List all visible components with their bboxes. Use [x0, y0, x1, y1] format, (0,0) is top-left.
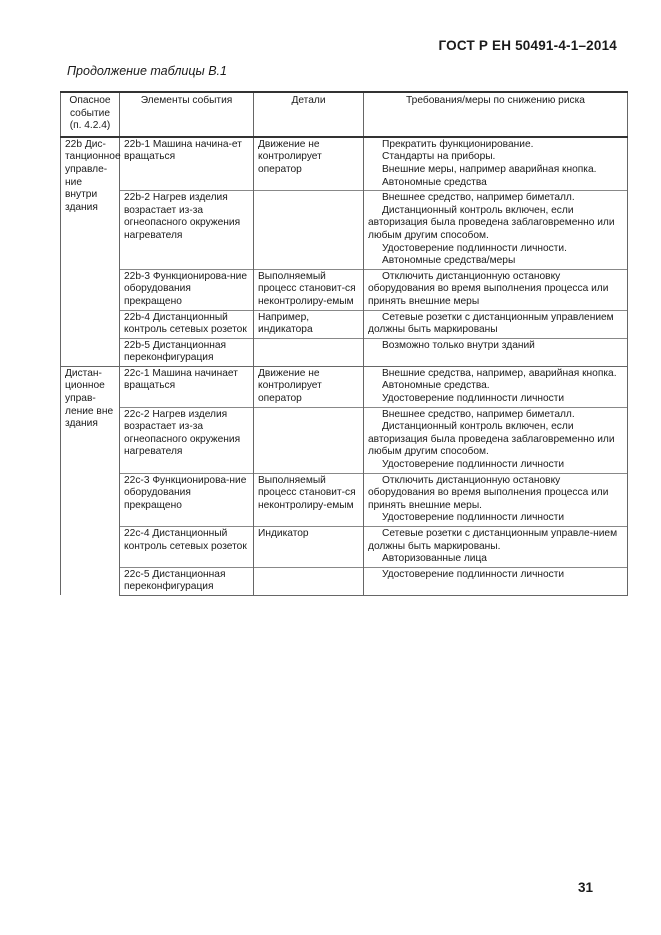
- requirement-item: Удостоверение подлинности личности: [382, 459, 565, 471]
- requirements-cell: [364, 191, 628, 270]
- requirement-item: Автономные средства/меры: [382, 255, 516, 267]
- table-row: [61, 567, 628, 595]
- element-cell: 22b-2 Нагрев изделия возрастает из-за огнеопасного окружения нагревателя: [120, 191, 254, 270]
- hazard-cell: 22b Дис-танционное управле-ние внутри здания: [61, 137, 120, 367]
- requirements-cell: [364, 366, 628, 407]
- column-header-elements: Элементы события: [120, 92, 254, 137]
- requirement-item: Автономные средства: [382, 176, 487, 188]
- requirement-item: Внешние меры, например аварийная кнопка.: [382, 163, 597, 175]
- document-standard-header: ГОСТ Р ЕН 50491-4-1–2014: [438, 38, 617, 53]
- hazard-table: [60, 91, 628, 596]
- requirements-cell: [364, 137, 628, 191]
- requirements-cell: [364, 338, 628, 366]
- detail-cell: Индикатор: [254, 527, 364, 568]
- element-cell: 22c-4 Дистанционный контроль сетевых розеток: [120, 527, 254, 568]
- table-header-row: [61, 92, 628, 137]
- hazard-cell: Дистан-ционное управ-ление вне здания: [61, 366, 120, 595]
- requirement-item: Автономные средства.: [382, 380, 490, 392]
- requirements-cell: [364, 407, 628, 473]
- requirement-item: Дистанционный контроль включен, если авторизация была проведена заблаговременно или любым другим способом.: [368, 421, 615, 458]
- column-header-hazard: Опасное событие (п. 4.2.4): [61, 92, 120, 137]
- detail-cell: Движение не контролирует оператор: [254, 137, 364, 191]
- detail-cell: Движение не контролирует оператор: [254, 366, 364, 407]
- detail-cell: [254, 407, 364, 473]
- requirement-item: Внешние средства, например, аварийная кнопка.: [382, 367, 617, 379]
- column-header-requirements: Требования/меры по снижению риска: [364, 92, 628, 137]
- requirement-item: Удостоверение подлинности личности.: [382, 242, 567, 254]
- table-row: [61, 527, 628, 568]
- detail-cell: Выполняемый процесс становит-ся неконтролиру-емым: [254, 473, 364, 526]
- requirement-item: Внешнее средство, например биметалл.: [382, 408, 575, 420]
- element-cell: 22c-3 Функционирова-ние оборудования прекращено: [120, 473, 254, 526]
- detail-cell: Например, индикатора: [254, 310, 364, 338]
- requirement-item: Авторизованные лица: [382, 553, 487, 565]
- requirement-item: Возможно только внутри зданий: [382, 339, 535, 351]
- requirement-item: Отключить дистанционную остановку оборудования во время выполнения процесса или принять внешние меры: [368, 270, 609, 307]
- requirement-item: Внешнее средство, например биметалл.: [382, 192, 575, 204]
- requirement-item: Удостоверение подлинности личности: [382, 512, 565, 524]
- requirement-item: Сетевые розетки с дистанционным управлением должны быть маркированы: [368, 311, 614, 336]
- element-cell: 22c-1 Машина начинает вращаться: [120, 366, 254, 407]
- table-row: [61, 310, 628, 338]
- requirements-cell: [364, 310, 628, 338]
- requirement-item: Дистанционный контроль включен, если авторизация была проведена заблаговременно или любым другим способом.: [368, 204, 615, 241]
- element-cell: 22b-3 Функционирова-ние оборудования прекращено: [120, 269, 254, 310]
- requirements-cell: [364, 567, 628, 595]
- requirement-item: Сетевые розетки с дистанционным управле-нием должны быть маркированы.: [368, 528, 618, 552]
- requirement-item: Стандарты на приборы.: [382, 151, 496, 163]
- table-row: [61, 366, 628, 407]
- detail-cell: [254, 191, 364, 270]
- element-cell: 22b-1 Машина начина-ет вращаться: [120, 137, 254, 191]
- requirement-item: Прекратить функционирование.: [382, 138, 534, 150]
- requirement-item: Удостоверение подлинности личности: [382, 393, 565, 405]
- table-row: [61, 407, 628, 473]
- detail-cell: [254, 567, 364, 595]
- element-cell: 22c-5 Дистанционная переконфигурация: [120, 567, 254, 595]
- table-body: [61, 137, 628, 596]
- requirement-item: Отключить дистанционную остановку оборудования во время выполнения процесса или принять внешние меры.: [368, 474, 609, 511]
- table-caption: Продолжение таблицы В.1: [67, 64, 227, 78]
- page-number: 31: [577, 880, 593, 895]
- table-row: [61, 473, 628, 526]
- requirements-cell: [364, 269, 628, 310]
- detail-cell: [254, 338, 364, 366]
- requirement-item: Удостоверение подлинности личности: [382, 568, 565, 580]
- table-row: [61, 338, 628, 366]
- detail-cell: Выполняемый процесс становит-ся неконтролиру-емым: [254, 269, 364, 310]
- requirements-cell: [364, 473, 628, 526]
- table-row: [61, 137, 628, 191]
- element-cell: 22b-4 Дистанционный контроль сетевых розеток: [120, 310, 254, 338]
- table-row: [61, 191, 628, 270]
- column-header-details: Детали: [254, 92, 364, 137]
- element-cell: 22c-2 Нагрев изделия возрастает из-за огнеопасного окружения нагревателя: [120, 407, 254, 473]
- table-row: [61, 269, 628, 310]
- requirements-cell: [364, 527, 628, 568]
- element-cell: 22b-5 Дистанционная переконфигурация: [120, 338, 254, 366]
